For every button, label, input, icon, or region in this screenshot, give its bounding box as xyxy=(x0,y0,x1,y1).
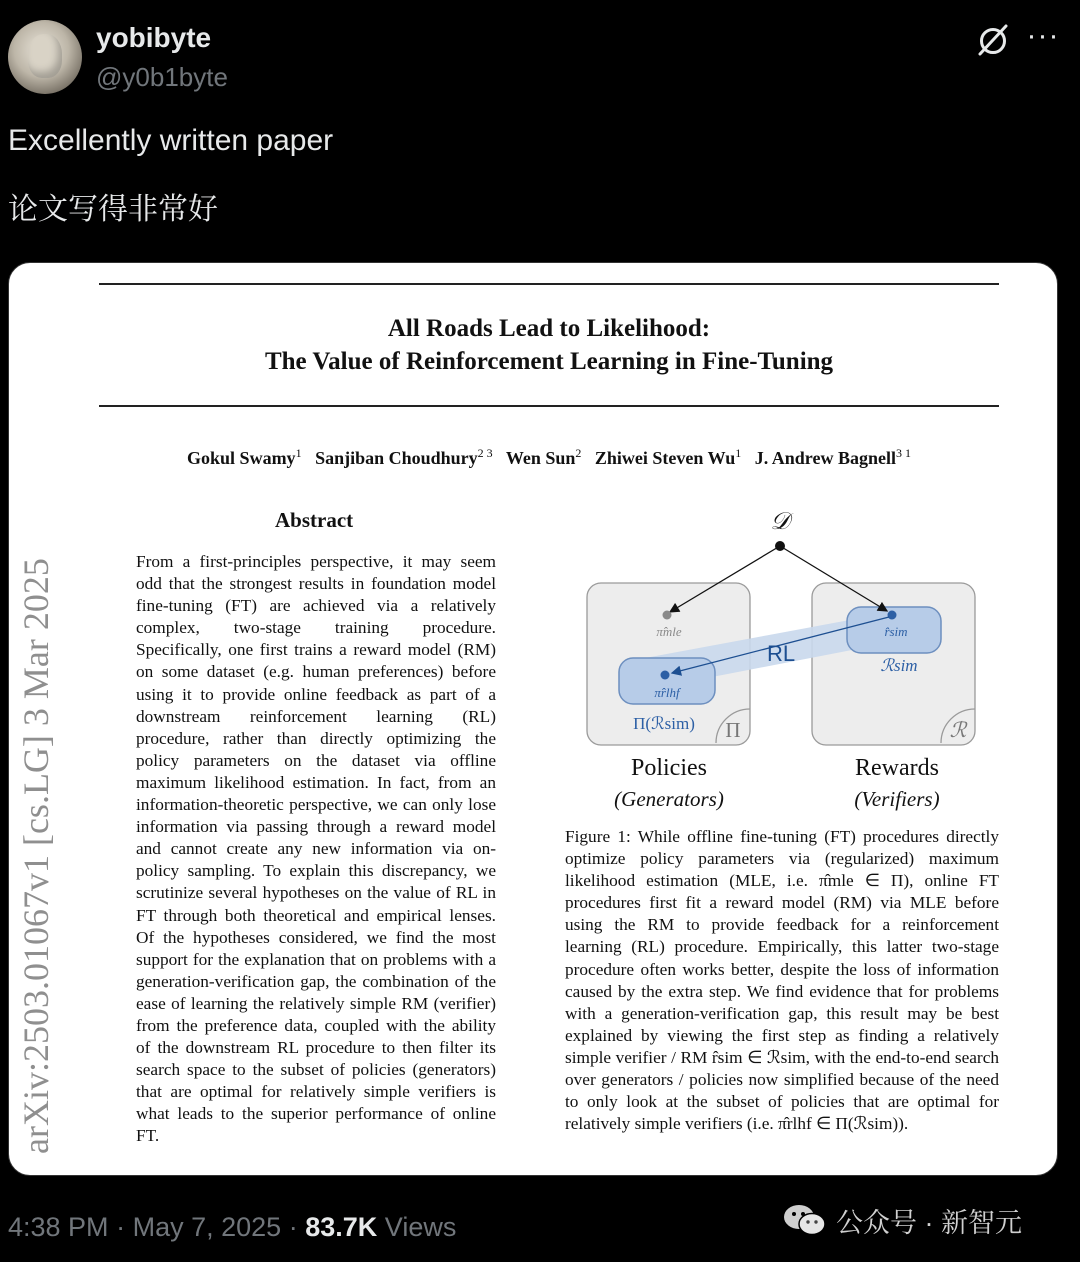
dataset-label: 𝒟 xyxy=(770,509,790,535)
author: Wen Sun xyxy=(505,448,576,468)
author-affiliation: 2 3 xyxy=(477,446,493,460)
author: J. Andrew Bagnell xyxy=(754,448,896,468)
wechat-watermark xyxy=(782,1198,1022,1242)
handle[interactable]: @y0b1byte xyxy=(96,62,228,92)
R-sim-label: ℛsim xyxy=(880,656,918,675)
author-list xyxy=(9,446,1058,469)
tweet-date[interactable]: May 7, 2025 xyxy=(132,1212,282,1242)
paper-title-line1: All Roads Lead to Likelihood: xyxy=(387,315,711,342)
Pi-R-label: Π(ℛsim) xyxy=(633,714,695,733)
watermark-text: 公众号 · 新智元 xyxy=(836,1207,1022,1238)
generators-label: (Generators) xyxy=(614,787,724,811)
tweet-meta xyxy=(8,1212,456,1243)
pi-rlhf-node xyxy=(661,671,670,680)
author: Gokul Swamy xyxy=(187,448,296,468)
tweet-time[interactable]: 4:38 PM xyxy=(8,1212,109,1242)
views-count[interactable]: 83.7K xyxy=(305,1212,378,1242)
grok-icon[interactable] xyxy=(975,22,1011,58)
pi-rlhf-label: π̂rlhf xyxy=(654,685,680,700)
figure-1 xyxy=(569,503,999,813)
views-label: Views xyxy=(384,1212,457,1242)
media-image[interactable] xyxy=(8,262,1058,1176)
paper-page xyxy=(9,263,1057,1175)
more-icon[interactable]: ··· xyxy=(1026,19,1060,52)
avatar-face xyxy=(28,34,62,78)
policies-label: Policies xyxy=(631,755,707,781)
r-sim-node xyxy=(888,611,897,620)
avatar[interactable] xyxy=(8,20,82,94)
wechat-icon xyxy=(782,1201,828,1239)
rewards-label: Rewards xyxy=(855,755,939,781)
tweet-text-line2: 论文写得非常好 xyxy=(8,193,218,226)
pi-mle-label: π̂mle xyxy=(656,624,682,639)
author-affiliation: 1 xyxy=(295,446,302,460)
author-affiliation: 2 xyxy=(575,446,582,460)
abstract-heading: Abstract xyxy=(275,508,354,532)
separator-dot: · xyxy=(288,1212,298,1242)
paper-title-line2: The Value of Reinforcement Learning in Fine-Tuning xyxy=(264,348,834,375)
pi-mle-node xyxy=(663,611,672,620)
author: Sanjiban Choudhury xyxy=(315,448,478,468)
figure-caption: Figure 1: While offline fine-tuning (FT) procedures directly optimize policy parameters via (regularized) maximum likelihood estimation (MLE, i.e. π̂mle ∈ Π), online FT procedures first fit a reward model (RM) via MLE before using the RM to provide feedback for a reinforcement learning (RL) procedure. Empirically, this latter two-stage procedure often works better, despite the loss of information caused by the extra step. We find evidence that for problems with a generation-verification gap, this result may be best explained by viewing the first step as finding a relatively simple verifier / RM r̂sim ∈ ℛsim, with the end-to-end search over generators / policies now simplified because of the need to only look at the subset of policies that are optimal for relatively simple verifiers (i.e. π̂rlhf ∈ Π(ℛsim)). xyxy=(565,827,999,1134)
author-affiliation: 3 1 xyxy=(895,446,911,460)
author-affiliation: 1 xyxy=(735,446,742,460)
title-rule-bottom xyxy=(99,405,999,407)
r-sim-label: r̂sim xyxy=(884,624,908,639)
arxiv-stamp: arXiv:2503.01067v1 [cs.LG] 3 Mar 2025 xyxy=(16,558,56,1154)
separator-dot: · xyxy=(116,1212,126,1242)
rl-label: RL xyxy=(766,641,796,666)
abstract-text: From a first-principles perspective, it may seem odd that the strongest results in foundation model fine-tuning (FT) are achieved via a relatively complex, two-stage training procedure. Specifically, one first trains a reward model (RM) on some dataset (e.g. human preferences) before using it to provide online feedback as part of a downstream reinforcement learning (RL) procedure, rather than directly optimizing the policy parameters on the dataset via offline maximum likelihood estimation. In fact, from an information-theoretic perspective, we can only lose information via passing through a reward model and cannot create any new information via on-policy sampling. To explain this discrepancy, we scrutinize several hypotheses on the value of RL in FT through both theoretical and empirical lenses. Of the hypotheses considered, we find the most support for the explanation that on problems with a generation-verification gap, the combination of the ease of learning the relatively simple RM (verifier) from the preference data, coupled with the ability of the downstream RL procedure to then filter its search space to the subset of policies (generators) that are optimal for relatively simple verifiers is what leads to the superior performance of online FT. xyxy=(136,552,496,1146)
R-corner-label: ℛ xyxy=(949,718,967,742)
title-rule-top xyxy=(99,283,999,285)
author: Zhiwei Steven Wu xyxy=(594,448,736,468)
Pi-corner-label: Π xyxy=(725,718,741,742)
tweet-text-line1: Excellently written paper xyxy=(8,124,334,157)
verifiers-label: (Verifiers) xyxy=(854,787,940,811)
display-name[interactable]: yobibyte xyxy=(96,22,212,53)
